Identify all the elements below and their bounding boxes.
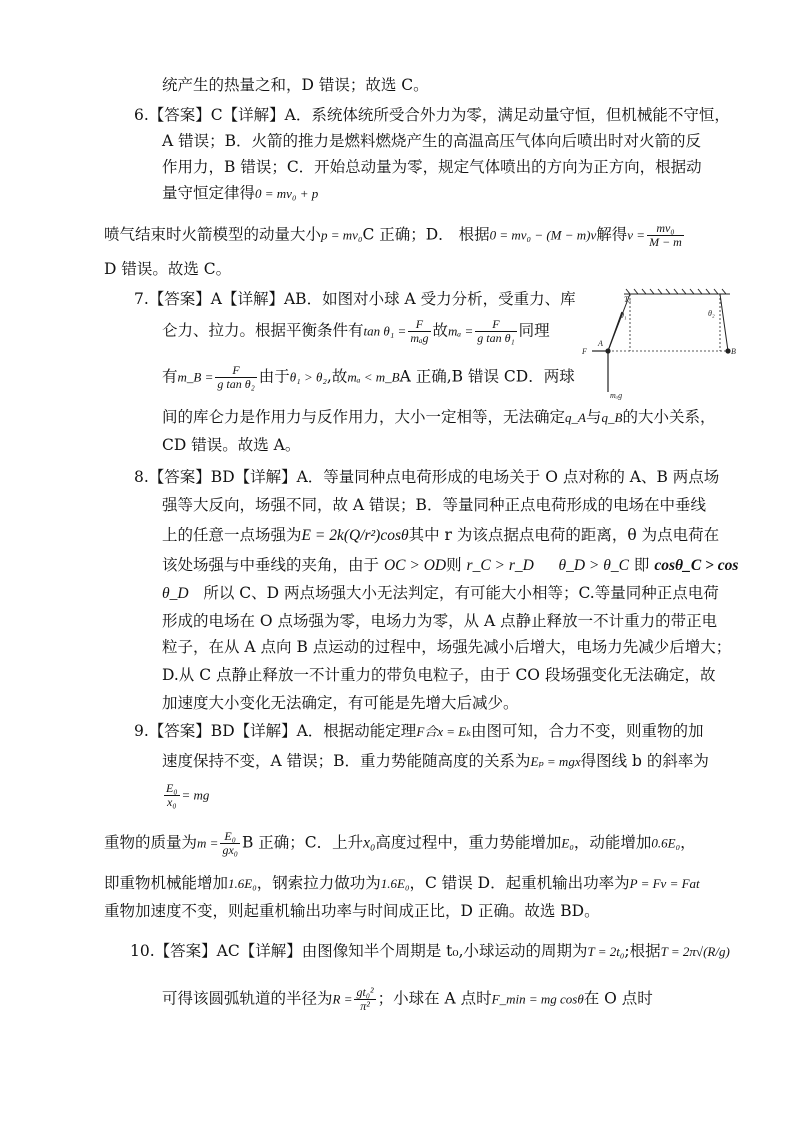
question-10-line: 10.【答案】AC【详解】由图像知半个周期是 t₀,小球运动的周期为T = 2t₀;根据T = 2π√(R/g) bbox=[130, 942, 730, 960]
label-tension: Tₐ bbox=[624, 295, 631, 304]
question-number: 7. bbox=[134, 290, 149, 308]
force-diagram-figure bbox=[580, 288, 738, 400]
text-line: 强等大反向，场强不同，故 A 错误；B．等量同种正点电荷形成的电场在中垂线 bbox=[162, 496, 706, 514]
text-line: 重物的质量为m = $\frac{\text{E₀}}{\text{gx₀}}$ B 正确；C．上升x₀高度过程中，重力势能增加E₀，动能增加0.6E₀， bbox=[104, 829, 696, 857]
label-gravity: mₐg bbox=[610, 391, 623, 400]
question-number: 9. bbox=[134, 722, 149, 740]
fraction: $\frac{F}{\text{mₐg}}$ bbox=[410, 317, 429, 345]
text-line: 即重物机械能增加1.6E₀，钢索拉力做功为1.6E₀，C 错误 D．起重机输出功率为P = Fv = Fat bbox=[104, 874, 700, 892]
text-line: 加速度大小变化无法确定，有可能是先增大后减少。 bbox=[162, 694, 519, 712]
text-line: 作用力，B 错误；C．开始总动量为零，规定气体喷出的方向为正方向，根据动 bbox=[162, 158, 702, 176]
text-line: θ_D 所以 C、D 两点场强大小无法判定，有可能大小相等；C.等量同种正点电荷 bbox=[162, 584, 719, 602]
text-line: CD 错误。故选 A。 bbox=[162, 436, 301, 454]
question-7-line: 7.【答案】A【详解】AB．如图对小球 A 受力分析，受重力、库 bbox=[134, 290, 576, 308]
text-line: D.从 C 点静止释放一不计重力的带负电粒子，由于 CO 段场强变化无法确定，故 bbox=[162, 666, 716, 684]
text-line: 仑力、拉力。根据平衡条件有tan θ₁ = $\frac{F}{\text{mₐg}}$ 故mₐ = $\frac{F}{\text{g tan θ₁}}$ 同理 bbox=[162, 317, 550, 345]
equation: p = mv₀ bbox=[321, 227, 363, 243]
label-force: F bbox=[582, 347, 587, 356]
text-line: 该处场强与中垂线的夹角，由于 OC > OD则 r_C > r_D θ_D > θ_C 即 cosθ_C > cos bbox=[162, 556, 739, 574]
question-6-line: 6.【答案】C【详解】A．系统体统所受合外力为零，满足动量守恒，但机械能不守恒， bbox=[134, 106, 730, 124]
ceiling bbox=[624, 289, 730, 294]
fraction: $\frac{\text{E₀}}{\text{x₀}}$ bbox=[166, 781, 178, 809]
question-8-line: 8.【答案】BD【详解】A．等量同种点电荷形成的电场关于 O 点对称的 A、B 两点场 bbox=[134, 468, 720, 486]
text-line: 形成的电场在 O 点场强为零，电场力为零，从 A 点静止释放一不计重力的带正电 bbox=[162, 612, 718, 630]
label-a: A bbox=[598, 339, 603, 348]
text-line: 上的任意一点场强为E = 2k(Q/r²)cosθ其中 r 为该点据点电荷的距离，θ 为点电荷在 bbox=[162, 526, 720, 544]
label-theta2: θ₂ bbox=[708, 309, 715, 318]
text-line: D 错误。故选 C。 bbox=[104, 260, 232, 278]
equation: 0 = mv₀ + p bbox=[255, 186, 319, 201]
question-number: 8. bbox=[134, 468, 149, 486]
equation: 0 = mv₀ − (M − m)v bbox=[489, 227, 597, 243]
text-line: $\frac{\text{E₀}}{\text{x₀}}$ = mg bbox=[166, 781, 210, 809]
ball-b bbox=[725, 348, 730, 353]
question-9-line: 9.【答案】BD【详解】A．根据动能定理F合x = Eₖ由图可知，合力不变，则重物的加 bbox=[134, 722, 704, 740]
label-theta1: θ₁ bbox=[620, 311, 627, 320]
text-line: 统产生的热量之和，D 错误；故选 C。 bbox=[162, 76, 429, 94]
fraction: $\frac{F}{\text{g tan θ₂}}$ bbox=[217, 363, 255, 391]
text-line: 量守恒定律得0 = mv₀ + p bbox=[162, 184, 319, 202]
question-number: 6. bbox=[134, 106, 149, 124]
string-b bbox=[720, 294, 728, 351]
text-line: 可得该圆弧轨道的半径为R = $\frac{\text{gt₀²}}{\text{π²}}$ ；小球在 A 点时F_min = mg cosθ在 O 点时 bbox=[162, 985, 653, 1013]
equation: E = 2k(Q/r²)cosθ bbox=[301, 527, 409, 544]
fraction: $\frac{\text{gt₀²}}{\text{π²}}$ bbox=[356, 985, 374, 1013]
fraction: $\frac{F}{\text{g tan θ₁}}$ bbox=[477, 317, 515, 345]
question-number: 10. bbox=[130, 942, 155, 960]
text-line: 有m_B = $\frac{F}{\text{g tan θ₂}}$ 由于θ₁ > θ₂,故mₐ < m_BA 正确,B 错误 CD．两球 bbox=[162, 363, 575, 391]
fraction: $\frac{\text{E₀}}{\text{gx₀}}$ bbox=[222, 829, 238, 857]
text-line: 间的库仑力是作用力与反作用力，大小一定相等，无法确定q_A与q_B的大小关系， bbox=[162, 408, 716, 426]
fraction: $\frac{\text{mv₀}}{M - m}$ bbox=[649, 221, 682, 249]
text-line: 粒子，在从 A 点向 B 点运动的过程中，场强先减小后增大，电场力先减少后增大； bbox=[162, 638, 732, 656]
text-line: 速度保持不变，A 错误；B．重力势能随高度的关系为Eₚ = mgx得图线 b 的斜率为 bbox=[162, 752, 709, 770]
text-line: 重物加速度不变，则起重机输出功率与时间成正比，D 正确。故选 BD。 bbox=[104, 902, 600, 920]
ball-a bbox=[605, 348, 610, 353]
label-b: B bbox=[731, 347, 736, 356]
text-line: A 错误；B．火箭的推力是燃料燃烧产生的高温高压气体向后喷出时对火箭的反 bbox=[162, 132, 702, 150]
text-line: 喷气结束时火箭模型的动量大小p = mv₀C 正确；D． 根据0 = mv₀ − (M − m)v解得v = $\frac{\text{mv₀}}{M - m}$ bbox=[104, 221, 682, 249]
